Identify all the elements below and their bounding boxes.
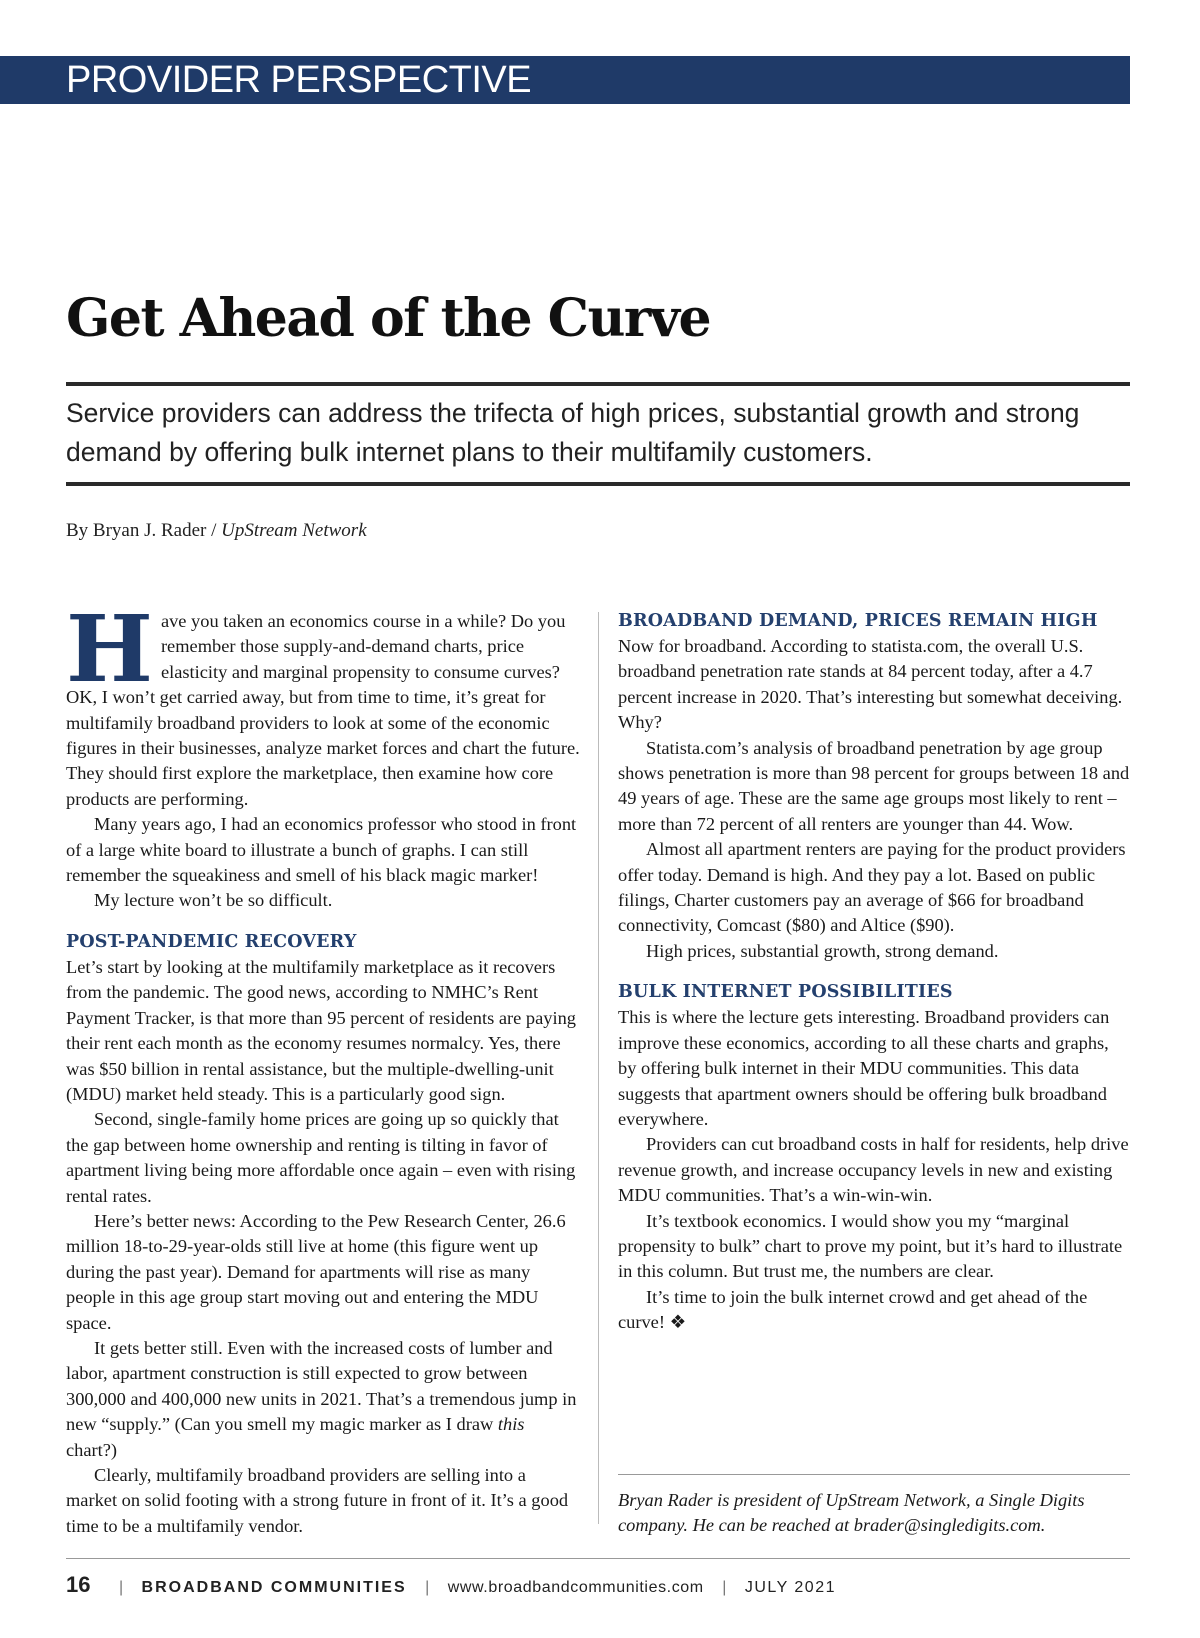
footer-separator: | <box>425 1579 430 1596</box>
paragraph-bulk-4 <box>618 1285 1130 1336</box>
paragraph-recovery-1: Let’s start by looking at the multifamily marketplace as it recovers from the pandemic. The good news, according to NMHC’s Rent Payment Tracker, is that more than 95 percent of residents are paying their rent each month as the economy resumes normalcy. Yes, there was $50 billion in rental assistance, but the multiple-dwelling-unit (MDU) market held steady. This is a particularly good sign. <box>66 956 576 1104</box>
bulk-4-text: It’s time to join the bulk internet crowd and get ahead of the curve! <box>618 1286 1088 1333</box>
column-right <box>618 609 1130 1336</box>
intro-text: ave you taken an economics course in a while? Do you remember those supply-and-demand charts, price elasticity and marginal propensity to consume curves? OK, I won’t get carried away, but from time to time, it’s great for multifamily broadband providers to look at some of the economic figures in their businesses, analyze market forces and chart the future. They should first explore the marketplace, then examine how core products are performing. <box>66 611 580 809</box>
author-bio: Bryan Rader is president of UpStream Network, a Single Digits company. He can be reached at brader@singledigits.com. <box>618 1490 1085 1536</box>
column-left <box>66 595 580 1539</box>
paragraph-demand-3: Almost all apartment renters are paying for the product providers offer today. Demand is high. And they pay a lot. Based on public filings, Charter customers pay an average of $66 for broadband connectivity, Comcast ($80) and Altice ($90). <box>618 839 1126 936</box>
paragraph-recovery-4 <box>66 1336 580 1463</box>
byline-author: By Bryan J. Rader / <box>66 520 222 541</box>
paragraph-bulk-2: Providers can cut broadband costs in half for residents, help drive revenue growth, and increase occupancy levels in new and existing MDU communities. That’s a win-win-win. <box>618 1134 1129 1206</box>
bio-divider <box>618 1474 1130 1475</box>
magazine-name: BROADBAND COMMUNITIES <box>141 1579 407 1596</box>
paragraph-demand-2: Statista.com’s analysis of broadband penetration by age group shows penetration is more than 98 percent for groups between 18 and 49 years of age. These are the same age groups most likely to rent – more than 72 percent of all renters are younger than 44. Wow. <box>618 737 1130 834</box>
recovery-4-text-a: It gets better still. Even with the increased costs of lumber and labor, apartment construction is still expected to grow between 300,000 and 400,000 new units in 2021. That’s a tremendous jump in new “supply.” (Can you smell my magic marker as I draw <box>66 1337 577 1435</box>
paragraph-demand-4: High prices, substantial growth, strong demand. <box>646 940 999 961</box>
heading-demand: BROADBAND DEMAND, PRICES REMAIN HIGH <box>618 611 1098 631</box>
footer-divider <box>66 1558 1130 1559</box>
footer-separator: | <box>118 1579 124 1596</box>
article-title: Get Ahead of the Curve <box>66 288 711 349</box>
paragraph-recovery-5: Clearly, multifamily broadband providers are selling into a market on solid footing with a strong future in front of it. It’s a good time to be a multifamily vendor. <box>66 1465 569 1536</box>
magazine-url: www.broadbandcommunities.com <box>447 1579 704 1596</box>
article-deck: Service providers can address the trifecta of high prices, substantial growth and strong demand by offering bulk internet plans to their multifamily customers. <box>66 398 1080 467</box>
paragraph-demand-1: Now for broadband. According to statista.com, the overall U.S. broadband penetration rate stands at 84 percent today, after a 4.7 percent increase in 2020. That’s interesting but somewhat deceiving. Why? <box>618 636 1123 733</box>
paragraph-recovery-2: Second, single-family home prices are going up so quickly that the gap between home ownership and renting is tilting in favor of apartment living being more affordable once again – even with rising rental rates. <box>66 1109 576 1206</box>
paragraph-professor: Many years ago, I had an economics professor who stood in front of a large white board to illustrate a bunch of graphs. I can still remember the squeakiness and smell of his black magic marker! <box>66 814 577 886</box>
paragraph-lecture: My lecture won’t be so difficult. <box>94 890 333 911</box>
deck-bottom-rule <box>66 482 1130 486</box>
page-number: 16 <box>66 1572 91 1597</box>
paragraph-recovery-3: Here’s better news: According to the Pew Research Center, 26.6 million 18-to-29-year-olds still live at home (this figure went up during the past year). Demand for apartments will rise as many people in this age group start moving out and entering the MDU space. <box>66 1210 566 1333</box>
section-label: PROVIDER PERSPECTIVE <box>66 59 532 101</box>
paragraph-bulk-1: This is where the lecture gets interesting. Broadband providers can improve these economics, according to all these charts and graphs, by offering bulk internet in their MDU communities. This data suggests that apartment owners should be offering bulk broadband everywhere. <box>618 1007 1110 1129</box>
byline-org: UpStream Network <box>221 520 367 541</box>
section-banner <box>0 56 1130 104</box>
recovery-4-text-b: chart?) <box>66 1439 118 1460</box>
column-divider <box>598 612 599 1524</box>
issue-date: JULY 2021 <box>744 1579 836 1596</box>
deck-top-rule <box>66 382 1130 386</box>
heading-recovery: POST-PANDEMIC RECOVERY <box>66 931 357 952</box>
paragraph-bulk-3: It’s textbook economics. I would show you my “marginal propensity to bulk” chart to prove my point, but it’s hard to illustrate in this column. But trust me, the numbers are clear. <box>618 1210 1123 1282</box>
drop-cap: H <box>66 595 153 703</box>
page-footer <box>66 1570 836 1600</box>
byline <box>66 520 367 542</box>
intro-paragraph <box>66 595 580 812</box>
recovery-4-emphasis: this <box>497 1414 525 1435</box>
heading-bulk: BULK INTERNET POSSIBILITIES <box>618 982 953 1003</box>
footer-separator: | <box>722 1579 727 1596</box>
end-mark-icon: ❖ <box>664 1312 687 1333</box>
